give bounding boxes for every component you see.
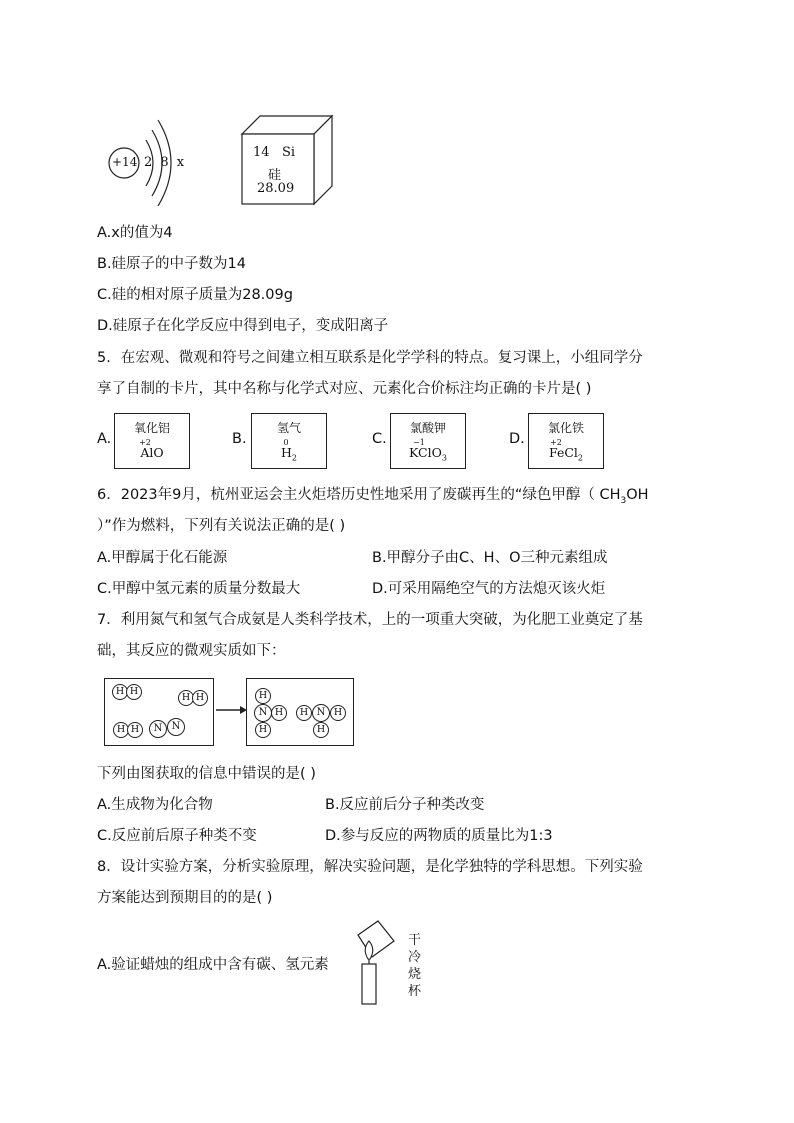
q4-option-c: C.硅的相对原子质量为28.09g (97, 287, 293, 303)
card-valence: +2 (550, 438, 562, 447)
q5-card-b (251, 413, 327, 469)
electron-shells: 2 8 x (144, 155, 187, 170)
beaker-outline (358, 921, 394, 957)
q4-option-b: B.硅原子的中子数为14 (97, 256, 247, 272)
hydrogen-atom: H (178, 690, 194, 706)
q7-question: 下列由图获取的信息中错误的是( ) (97, 766, 316, 782)
element-name: 硅 (268, 168, 282, 183)
reaction-arrow (214, 704, 248, 716)
q8-stem-line1: 8．设计实验方案，分析实验原理，解决实验问题，是化学独特的学科思想。下列实验 (97, 859, 643, 875)
q4-option-a: A.x的值为4 (97, 225, 173, 241)
q6-option-b: B.甲醇分子由C、H、O三种元素组成 (372, 550, 608, 566)
card-formula: KClO$_3$ (409, 445, 447, 463)
beaker-label-char-2: 冷 (408, 950, 422, 965)
element-mass: 28.09 (257, 181, 295, 196)
hydrogen-atom: H (113, 722, 129, 738)
card-formula: AlO (140, 445, 164, 460)
q6-stem-line1: 6．2023年9月，杭州亚运会主火炬塔历史性地采用了废碳再生的“绿色甲醇（ $CH_3OH$ (97, 487, 649, 506)
hydrogen-atom: H (127, 722, 143, 738)
hydrogen-atom: H (271, 705, 287, 721)
q5-stem-line2: 享了自制的卡片，其中名称与化学式对应、元素化合价标注均正确的卡片是( ) (97, 381, 592, 397)
card-name: 氯化铁 (547, 421, 584, 435)
nitrogen-atom: N (149, 720, 167, 738)
q8-stem-line2: 方案能达到预期目的的是( ) (97, 890, 273, 906)
q7-option-b: B.反应前后分子种类改变 (325, 797, 485, 813)
element-symbol: Si (282, 145, 296, 160)
card-valence: −1 (413, 438, 425, 447)
q5-card-c-label: C. (372, 431, 387, 447)
hydrogen-atom: H (296, 705, 312, 721)
hydrogen-atom: H (255, 688, 271, 704)
candle-body (362, 964, 376, 1004)
q5-card-d (528, 413, 604, 469)
candle-beaker-figure (350, 915, 440, 1010)
beaker-label-char-1: 干 (408, 933, 422, 948)
q7-option-a: A.生成物为化合物 (97, 797, 213, 813)
q5-card-a (114, 413, 190, 469)
card-name: 氧化铝 (133, 421, 170, 435)
q7-stem-line1: 7．利用氮气和氢气合成氨是人类科学技术，上的一项重大突破，为化肥工业奠定了基 (97, 612, 643, 628)
hydrogen-atom: H (255, 722, 271, 738)
q7-option-d: D.参与反应的两物质的质量比为1:3 (325, 828, 553, 844)
q8-option-a: A.验证蜡烛的组成中含有碳、氢元素 (97, 957, 329, 973)
nitrogen-atom: N (254, 704, 272, 722)
hydrogen-atom: H (192, 690, 208, 706)
q7-option-c: C.反应前后原子种类不变 (97, 828, 257, 844)
element-atomic-number: 14 (253, 145, 270, 160)
atom-structure-figure (100, 110, 200, 210)
q7-stem-line2: 础，其反应的微观实质如下： (97, 643, 286, 659)
nitrogen-atom: N (167, 718, 185, 736)
q5-card-a-label: A. (97, 431, 112, 447)
q4-option-d: D.硅原子在化学反应中得到电子，变成阳离子 (97, 318, 389, 334)
hydrogen-atom: H (313, 722, 329, 738)
card-valence: 0 (283, 438, 289, 447)
q5-card-d-label: D. (509, 431, 525, 447)
q5-stem-line1: 5．在宏观、微观和符号之间建立相互联系是化学学科的特点。复习课上，小组同学分 (97, 350, 643, 366)
beaker-label-char-4: 杯 (408, 984, 422, 999)
reaction-diagram (100, 674, 360, 750)
q6-option-d: D.可采用隔绝空气的方法熄灭该火炬 (372, 581, 606, 597)
beaker-label-char-3: 烧 (408, 967, 422, 982)
nitrogen-atom: N (312, 704, 330, 722)
card-formula: $H_2$ (281, 445, 297, 463)
q5-card-c (390, 413, 466, 469)
card-formula: FeCl$_2$ (548, 445, 584, 463)
hydrogen-atom: H (112, 684, 128, 700)
card-name: 氢气 (276, 421, 301, 435)
q6-option-a: A.甲醇属于化石能源 (97, 550, 228, 566)
hydrogen-atom: H (126, 684, 142, 700)
q5-card-b-label: B. (232, 431, 247, 447)
q6-stem-line2: ）”作为燃料，下列有关说法正确的是( ) (97, 518, 346, 534)
q6-option-c: C.甲醇中氢元素的质量分数最大 (97, 581, 301, 597)
candle-beaker-drawing (350, 915, 410, 1010)
element-tile (240, 114, 334, 206)
card-name: 氯酸钾 (409, 421, 446, 435)
nucleus-charge: +14 (112, 155, 138, 169)
card-valence: +2 (139, 438, 151, 447)
hydrogen-atom: H (330, 705, 346, 721)
